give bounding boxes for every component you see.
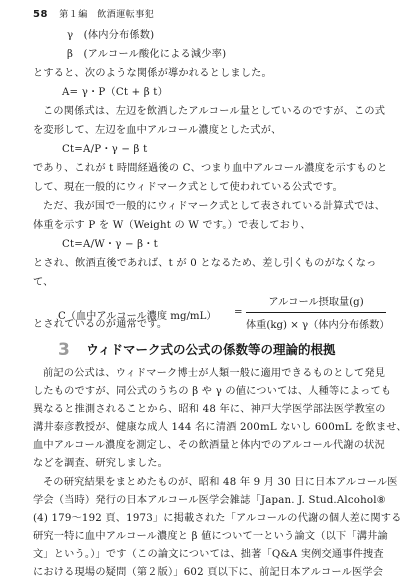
- text-line: 研究一特に血中アルコール濃度と β 値について一という論文（以下「溝井論: [33, 531, 388, 542]
- running-header: [33, 7, 154, 20]
- text-line: して、現在一般的にウィドマーク式として使われている公式です。: [33, 182, 343, 193]
- fraction-bar: [246, 312, 386, 313]
- text-line: その研究結果をまとめたものが、昭和 48 年 9 月 30 日に日本アルコール医: [43, 477, 398, 488]
- text-line: などを調査、研究しました。: [33, 458, 169, 469]
- section-title: ウィドマーク式の公式の係数等の理論的根拠: [86, 342, 336, 357]
- text-line: における現場の疑問（第２版）」602 頁以下に、前記日本アルコール医学会: [33, 567, 384, 578]
- text-line: とされているのが通常です。: [33, 319, 168, 330]
- text-line: 前記の公式は、ウィドマーク博士が人類一般に適用できるものとして発見: [43, 368, 386, 379]
- fraction-numerator: アルコール摂取量(g): [268, 297, 364, 308]
- formula-line: Ct=A/W・γ − β・t: [62, 239, 158, 250]
- text-line: て、: [33, 277, 54, 288]
- page-number: 58: [33, 9, 48, 20]
- formula-line: A= γ・P（Ct + β t）: [62, 87, 168, 98]
- text-line: 体重を示す P を W（Weight の W です。）で表しており、: [33, 220, 311, 231]
- section-heading: [58, 340, 335, 360]
- text-line: 学会（当時）発行の日本アルコール医学会雑誌「Japan. J. Stud.Alcohol⑧: [33, 495, 387, 506]
- fraction-denominator: 体重(kg) × γ（体内分布係数）: [246, 320, 390, 331]
- text-line: とされ、飲酒直後であれば、t が 0 となるため、差し引くものがなくなっ: [33, 258, 377, 269]
- text-line: 異なると推測されることから、昭和 48 年に、神戸大学医学部法医学教室の: [33, 404, 386, 415]
- text-line: β (アルコール酸化による減少率): [67, 49, 227, 60]
- equals-sign: =: [234, 307, 243, 318]
- formula-line: Ct=A/P・γ − β t: [62, 144, 148, 155]
- text-line: 溝井泰彦教授が、健康な成人 144 名に清酒 200mL ないし 600mL を飲ませ、: [33, 422, 407, 433]
- text-line: (4) 179〜192 頁、1973」に掲載された「アルコールの代謝の個人差に関する: [33, 513, 402, 524]
- section-number: 3: [58, 340, 70, 360]
- text-line: したものですが、同公式のうちの β や γ の値については、人種等によっても: [33, 386, 392, 397]
- text-line: ただ、我が国で一般的にウィドマーク式として表されている計算式では、: [43, 201, 386, 212]
- text-line: であり、これが t 時間経過後の C、つまり血中アルコール濃度を示すものと: [33, 163, 388, 174]
- text-line: この関係式は、左辺を飲酒したアルコール量としているのですが、この式: [43, 106, 386, 117]
- chapter-title: 第１編 飲酒運転事犯: [59, 10, 155, 20]
- text-line: を変形して、左辺を血中アルコール濃度とした式が、: [33, 125, 282, 136]
- text-line: γ (体内分布係数): [67, 30, 155, 41]
- text-line: 文」という。）」です（この論文については、拙著「Q&A 実例交通事件捜査: [33, 549, 384, 560]
- text-line: 血中アルコール濃度を測定し、その飲酒量と体内でのアルコール代謝の状況: [33, 440, 385, 451]
- fraction-left-side: C（血中アルコール濃度 mg/mL）: [58, 311, 217, 322]
- text-line: とすると、次のような関係が導かれるとしました。: [33, 68, 272, 79]
